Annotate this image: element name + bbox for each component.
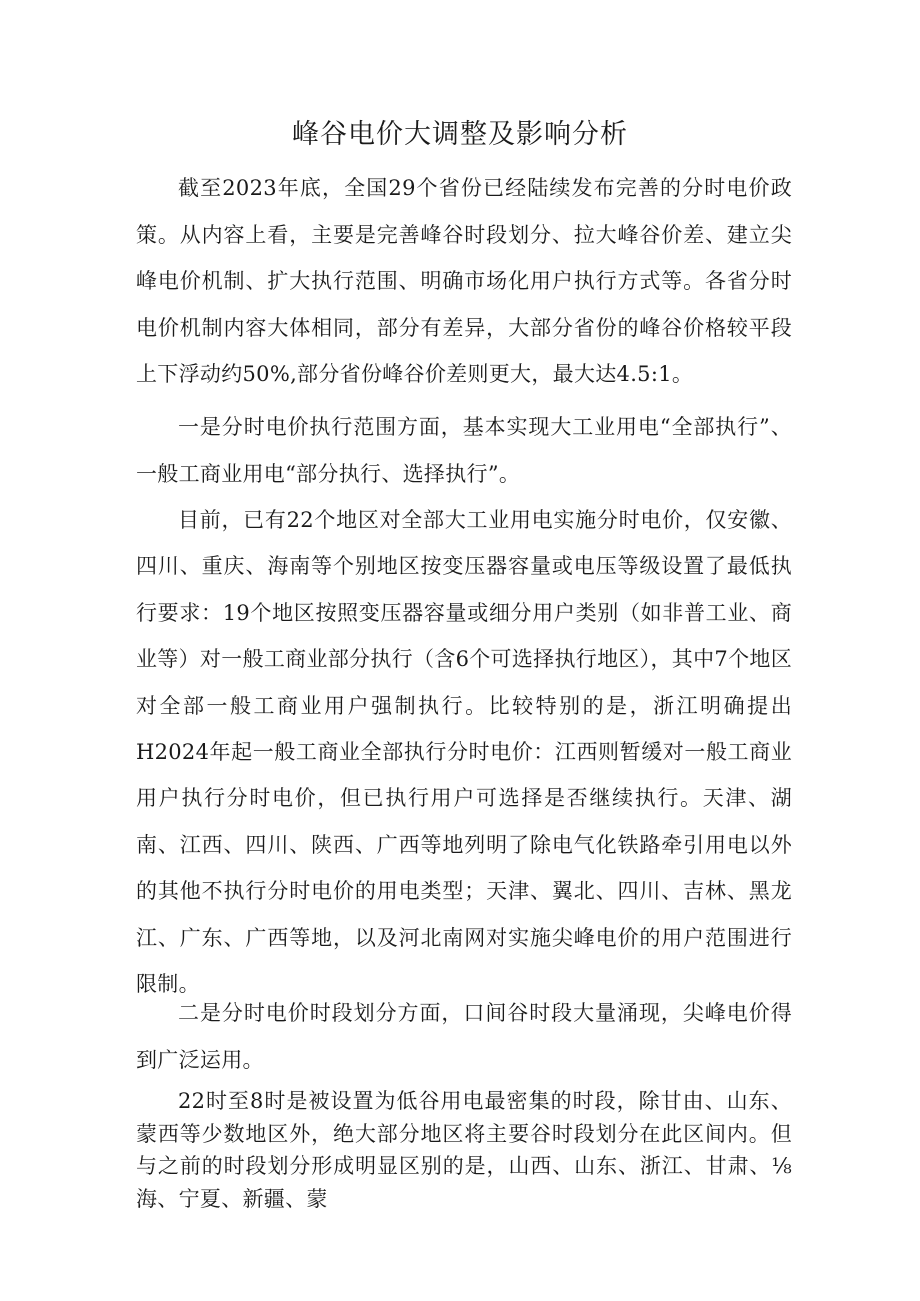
paragraph-period-heading: 二是分时电价时段划分方面，口间谷时段大量涌现，尖峰电价得到广泛运用。 xyxy=(136,1001,792,1072)
paragraph-scope-heading: 一是分时电价执行范围方面，基本实现大工业用电“全部执行”、一般工商业用电“部分执行、选择执行”。 xyxy=(136,415,792,486)
paragraph-scope-detail: 目前，已有22个地区对全部大工业用电实施分时电价，仅安徽、四川、重庆、海南等个别地区按变压器容量或电压等级设置了最低执行要求：19个地区按照变压器容量或细分用户类别（如非普工业、商业等）对一般工商业部分执行（含6个可选择执行地区），其中7个地区对全部一般工商业用户强制执行。比较特别的是，浙江明确提出H2024年起一般工商业全部执行分时电价：江西则暂缓对一般工商业用户执行分时电价，但已执行用户可选择是否继续执行。天津、湖南、江西、四川、陕西、广西等地列明了除电气化铁路牵引用电以外的其他不执行分时电价的用电类型；天津、翼北、四川、吉林、黑龙江、广东、广西等地，以及河北南网对实施尖峰电价的用户范围进行限制。 xyxy=(136,508,792,997)
paragraph-overview: 截至2023年底，全国29个省份已经陆续发布完善的分时电价政策。从内容上看，主要是完善峰谷时段划分、拉大峰谷价差、建立尖峰电价机制、扩大执行范围、明确市场化用户执行方式等。各省分时电价机制内容大体相同，部分有差异，大部分省份的峰谷价格较平段上下浮动约50%,部分省份峰谷价差则更大，最大达4.5:1。 xyxy=(136,176,792,386)
paragraph-period-detail: 22时至8时是被设置为低谷用电最密集的时段，除甘由、山东、蒙西等少数地区外，绝大部分地区将主要谷时段划分在此区间内。但与之前的时段划分形成明显区别的是，山西、山东、浙江、甘肃、⅛海、宁夏、新疆、蒙 xyxy=(136,1089,792,1211)
document-title: 峰谷电价大调整及影响分析 xyxy=(292,119,628,150)
